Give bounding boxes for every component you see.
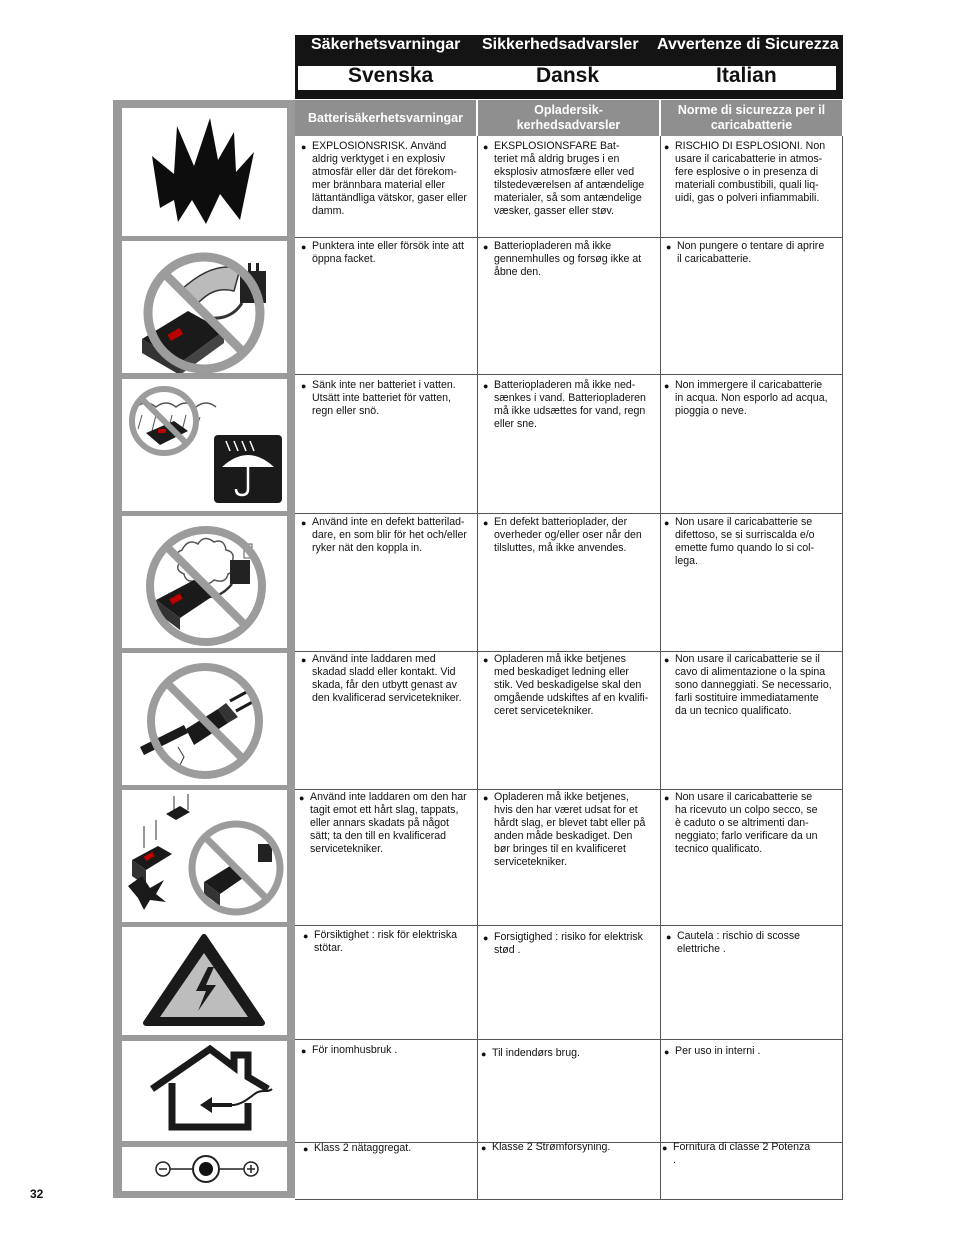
table-cell-italian: ● Non pungere o tentare di aprire il caricabatterie. (666, 240, 825, 265)
polarity-icon (122, 1147, 287, 1191)
no-damaged-cord-icon (122, 653, 287, 785)
row-divider (295, 789, 843, 790)
table-cell-italian: ● Per uso in interni . (664, 1045, 761, 1057)
table-cell-swedish: ● Klass 2 nätaggregat. (303, 1142, 412, 1154)
no-water-icon (122, 379, 287, 511)
table-cell-danish: ● Forsigtighed : risiko for elektrisk stød . (483, 931, 643, 956)
table-cell-danish: ● Opladeren må ikke betjenes, hvis den har været udsat for et hårdt slag, er blevet tabt eller på anden måde beskadiget. Den bør bringes til en kvalificeret servicetekniker. (483, 791, 646, 868)
row-divider (295, 651, 843, 652)
table-border-right (842, 136, 843, 1200)
icon-column (113, 100, 295, 1198)
table-cell-swedish: ● Använd inte laddaren om den har tagit emot ett hårt slag, tappats, eller annars skadats på något sätt; ta den till en kvalificerad servicetekniker. (299, 791, 467, 855)
table-cell-danish: ● EKSPLOSIONSFARE Bat- teriet må aldrig bruges i en eksplosiv atmosfære eller ved tilstedeværelsen af antændelige materialer, så som antændelige væsker, gasser eller støv. (483, 140, 645, 217)
safety-table (295, 136, 843, 1200)
table-cell-swedish: ● Punktera inte eller försök inte att öppna facket. (301, 240, 464, 265)
table-cell-swedish: ● Försiktighet : risk för elektriska stötar. (303, 929, 458, 954)
column-header-danish: Opladersik- kerhedsadvarsler (478, 100, 659, 136)
table-cell-danish: ● Batteriopladeren må ikke ned- sænkes i vand. Batteriopladeren må ikke udsættes for vand, regn eller sne. (483, 379, 646, 430)
language-bar (298, 66, 836, 90)
table-cell-danish: ● Klasse 2 Strømforsyning. (481, 1141, 611, 1153)
indoor-use-icon (122, 1041, 287, 1141)
language-swedish: Svenska (348, 64, 434, 87)
title-italian: Avvertenze di Sicurezza (657, 36, 839, 53)
table-cell-swedish: ● Sänk inte ner batteriet i vatten. Utsätt inte batteriet för vatten, regn eller snö. (301, 379, 456, 417)
language-danish: Dansk (536, 64, 600, 87)
no-dropped-charger-icon (122, 790, 287, 922)
table-cell-swedish: ● För inomhusbruk . (301, 1044, 398, 1056)
table-cell-italian: ● Non usare il caricabatterie se il cavo di alimentazione o la spina sono danneggiati. Se necessario, farli sostituire immediatamente da un tecnico qualificato. (664, 653, 832, 717)
table-cell-italian: ● Non usare il caricabatterie se ha ricevuto un colpo secco, se è caduto o se altrimenti dan- neggiato; farlo verificare da un tecnico qualificato. (664, 791, 818, 855)
row-divider (295, 925, 843, 926)
no-smoke-icon (122, 516, 287, 648)
table-cell-swedish: ● Använd inte laddaren med skadad sladd eller kontakt. Vid skada, får den utbytt genast av den kvalificerad servicetekniker. (301, 653, 462, 704)
row-divider (295, 374, 843, 375)
table-cell-italian: ● Fornitura di classe 2 Potenza . (662, 1141, 811, 1166)
column-divider (660, 136, 661, 1200)
table-cell-danish: ● Batteriopladeren må ikke gennemhulles og forsøg ikke at åbne den. (483, 240, 642, 278)
title-danish: Sikkerhedsadvarsler (482, 36, 639, 53)
page-header (295, 35, 843, 99)
table-cell-italian: ● Non usare il caricabatterie se difettoso, se si surriscalda e/o emette fumo quando lo si col- lega. (664, 516, 815, 567)
table-cell-swedish: ● EXPLOSIONSRISK. Använd aldrig verktyget i en explosiv atmosfär eller där det förekom- mer brännbara material eller lättantändliga vätskor, gaser eller damm. (301, 140, 467, 217)
column-header-italian: Norme di sicurezza per il caricabatterie (661, 100, 842, 136)
no-puncture-icon (122, 241, 287, 373)
row-divider (295, 237, 843, 238)
column-header-swedish: Batterisäkerhetsvarningar (295, 100, 476, 136)
language-italian: Italian (716, 64, 777, 87)
table-cell-italian: ● RISCHIO DI ESPLOSIONI. Non usare il caricabatterie in atmos- fere esplosive o in presenza di materiali combustibili, quali liq- uidi, gas o polveri infiammabili. (664, 140, 826, 204)
column-divider (477, 136, 478, 1200)
row-divider (295, 1039, 843, 1040)
page-number: 32 (30, 1187, 44, 1201)
table-cell-danish: ● Opladeren må ikke betjenes med beskadiget ledning eller stik. Ved beskadigelse skal den omgående udskiftes af en kvalifi- ceret servicetekniker. (483, 653, 649, 717)
title-swedish: Säkerhetsvarningar (311, 36, 461, 53)
table-cell-swedish: ● Använd inte en defekt batterilad- dare, en som blir för het och/eller ryker nät den koppla in. (301, 516, 467, 554)
table-cell-italian: ● Non immergere il caricabatterie in acqua. Non esporlo ad acqua, pioggia o neve. (664, 379, 828, 417)
row-divider (295, 513, 843, 514)
table-cell-italian: ● Cautela : rischio di scosse elettriche . (666, 930, 801, 955)
electric-shock-warning-icon (122, 927, 287, 1035)
table-cell-danish: ● En defekt batterioplader, der overheder og/eller oser når den tilsluttes, må ikke anvendes. (483, 516, 642, 554)
table-cell-danish: ● Til indendørs brug. (481, 1047, 580, 1059)
explosion-icon (122, 108, 287, 236)
table-border-bottom (295, 1199, 843, 1200)
